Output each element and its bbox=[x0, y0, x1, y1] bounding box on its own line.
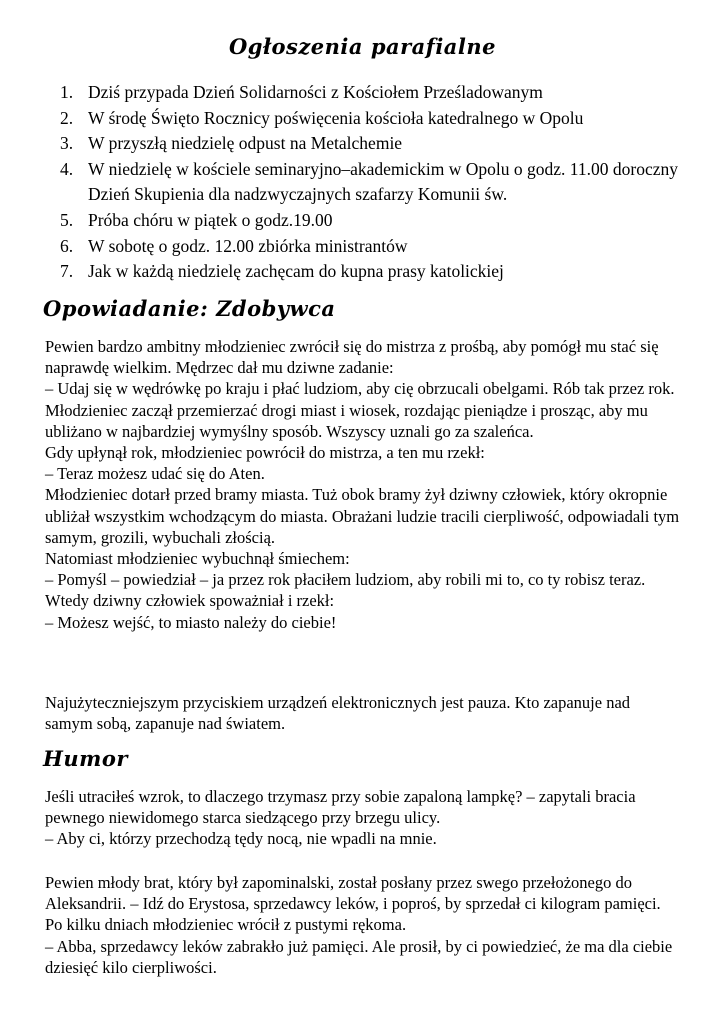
list-item bbox=[60, 234, 685, 260]
story-paragraph: – Możesz wejść, to miasto należy do ciebie! bbox=[45, 612, 337, 632]
item-number: 1. bbox=[60, 82, 74, 102]
story-heading: Opowiadanie: Zdobywca bbox=[43, 296, 336, 321]
list-item bbox=[60, 80, 685, 106]
story-paragraph: Pewien bardzo ambitny młodzieniec zwrócił się do mistrza z prośbą, aby pomógł mu stać się naprawdę wielkim. Mędrzec dał mu dziwne zadanie: bbox=[45, 337, 659, 378]
joke-one bbox=[45, 786, 680, 850]
story-paragraph: – Pomyśl – powiedział – ja przez rok płaciłem ludziom, aby robili mi to, co ty robisz teraz. bbox=[45, 570, 646, 590]
story-paragraph: Gdy upłynął rok, młodzieniec powrócił do mistrza, a ten mu rzekł: bbox=[45, 443, 485, 463]
list-item bbox=[60, 106, 685, 132]
page-title: Ogłoszenia parafialne bbox=[228, 34, 497, 59]
joke-paragraph: Pewien młody brat, który był zapominalski, został posłany przez swego przełożonego do Aleksandrii. – Idź do Erystosa, sprzedawcy leków, i poproś, by sprzedał ci kilogram pamięci. Po kilku dniach młodzieniec wrócił z pustymi rękoma. bbox=[45, 873, 661, 935]
joke-paragraph: – Abba, sprzedawcy leków zabrakło już pamięci. Ale prosił, by ci powiedzieć, że ma dla ciebie dziesięć kilo cierpliwości. bbox=[45, 936, 673, 977]
story-paragraph: Młodzieniec zaczął przemierzać drogi miast i wiosek, rozdając pieniądze i prosząc, aby mu ubliżano w najbardziej wymyślny sposób. Wszyscy uznali go za szaleńca. bbox=[45, 400, 648, 441]
humor-heading: Humor bbox=[43, 746, 128, 771]
story-paragraph: – Teraz możesz udać się do Aten. bbox=[45, 464, 265, 484]
story-paragraph: – Udaj się w wędrówkę po kraju i płać ludziom, aby cię obrzucali obelgami. Rób tak przez rok. bbox=[45, 379, 675, 399]
item-number: 3. bbox=[60, 133, 74, 154]
maxim bbox=[45, 692, 680, 734]
item-text: W sobotę o godz. 12.00 zbiórka ministrantów bbox=[88, 235, 408, 256]
maxim-text: Najużyteczniejszym przyciskiem urządzeń elektronicznych jest pauza. Kto zapanuje nad samym sobą, zapanuje nad światem. bbox=[45, 693, 631, 734]
item-text: Próba chóru w piątek o godz.19.00 bbox=[88, 209, 333, 230]
joke-paragraph: Jeśli utraciłeś wzrok, to dlaczego trzymasz przy sobie zapaloną lampkę? – zapytali bracia pewnego niewidomego starca siedzącego przy brzegu ulicy. bbox=[45, 787, 636, 828]
story-paragraph: Młodzieniec dotarł przed bramy miasta. Tuż obok bramy żył dziwny człowiek, który okropnie ubliżał wszystkim wchodzącym do miasta. Obrażani ludzie tracili cierpliwość, odpowiadali tym samym, grozili, wybuchali złością. bbox=[45, 485, 680, 547]
item-text: W przyszłą niedzielę odpust na Metalchemie bbox=[88, 133, 403, 154]
notices-list bbox=[60, 80, 685, 285]
item-text: W niedzielę w kościele seminaryjno–akademickim w Opolu o godz. 11.00 doroczny Dzień Skupienia dla nadzwyczajnych szafarzy Komunii św. bbox=[88, 158, 678, 205]
item-number: 2. bbox=[60, 107, 74, 128]
list-item bbox=[60, 259, 685, 285]
item-number: 5. bbox=[60, 209, 74, 230]
item-number: 4. bbox=[60, 158, 74, 179]
story-body bbox=[45, 336, 680, 633]
joke-paragraph: – Aby ci, którzy przechodzą tędy nocą, nie wpadli na mnie. bbox=[45, 829, 437, 849]
item-text: Jak w każdą niedzielę zachęcam do kupna prasy katolickiej bbox=[88, 261, 504, 282]
item-text: Dziś przypada Dzień Solidarności z Kościołem Prześladowanym bbox=[88, 82, 543, 102]
item-number: 6. bbox=[60, 235, 74, 256]
item-text: W środę Święto Rocznicy poświęcenia kościoła katedralnego w Opolu bbox=[88, 107, 584, 128]
list-item bbox=[60, 131, 685, 157]
story-paragraph: Natomiast młodzieniec wybuchnął śmiechem: bbox=[45, 549, 350, 569]
list-item bbox=[60, 208, 685, 234]
story-paragraph: Wtedy dziwny człowiek spoważniał i rzekł: bbox=[45, 591, 335, 611]
item-number: 7. bbox=[60, 261, 74, 282]
list-item bbox=[60, 157, 685, 208]
joke-two bbox=[45, 872, 680, 978]
